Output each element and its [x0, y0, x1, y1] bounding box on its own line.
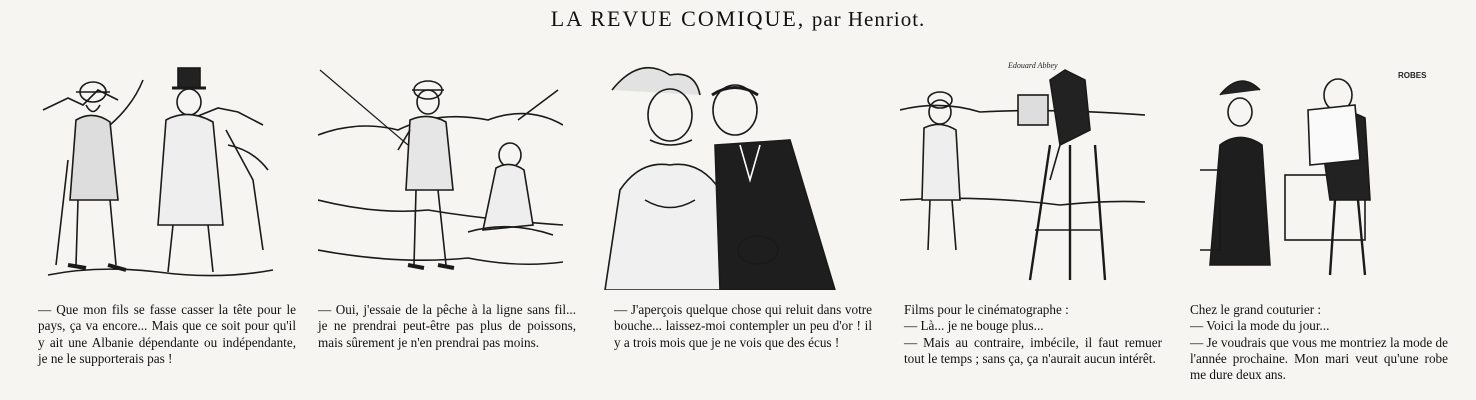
panel-caption-2: — Oui, j'essaie de la pêche à la ligne sans fil... je ne prendrai peut-être pas plus de poissons, mais sûrement je n'en prendrai pas moins.	[318, 302, 576, 350]
caption-heading-5: Chez le grand couturier :	[1190, 302, 1322, 317]
caption-line-5a: — Voici la mode du jour...	[1190, 318, 1330, 334]
panel-signature-4: Edouard Abbey	[1008, 61, 1058, 70]
caption-line-4b: — Mais au contraire, imbécile, il faut remuer tout le temps ; sans ça, ça n'aurait aucun intérêt.	[904, 334, 1162, 366]
comic-panel-5	[1190, 40, 1475, 400]
panel-illustration-3	[600, 50, 845, 290]
panel-illustration-1	[38, 50, 283, 290]
panel-illustration-5	[1190, 50, 1435, 290]
panel-caption-4	[904, 302, 1162, 367]
panel-caption-3: — J'aperçois quelque chose qui reluit dans votre bouche... laissez-moi contempler un peu d'or ! il y a trois mois que je ne vois que des écus !	[614, 302, 872, 350]
panel-illustration-4	[900, 50, 1145, 290]
comic-panel-4	[900, 40, 1185, 400]
panel-signature-5: ROBES	[1398, 71, 1427, 80]
title-byline: par Henriot.	[811, 7, 926, 31]
panel-caption-1: — Que mon fils se fasse casser la tête pour le pays, ça va encore... Mais que ce soit pour qu'il y ait une Albanie dépendante ou indépendante, je ne le supporterais pas !	[38, 302, 296, 366]
comic-strip	[0, 40, 1476, 400]
comic-panel-1	[38, 40, 323, 400]
comic-panel-2	[318, 40, 603, 400]
panel-caption-5	[1190, 302, 1448, 383]
title-main: LA REVUE COMIQUE,	[550, 6, 806, 31]
comic-panel-3	[600, 40, 885, 400]
caption-line-5b: — Je voudrais que vous me montriez la mode de l'année prochaine. Mon mari veut qu'une robe me dure deux ans.	[1190, 334, 1448, 383]
caption-heading-4: Films pour le cinématographe :	[904, 302, 1069, 317]
page-title	[0, 6, 1476, 32]
panel-illustration-2	[318, 50, 563, 290]
caption-line-4a: — Là... je ne bouge plus...	[904, 318, 1044, 334]
